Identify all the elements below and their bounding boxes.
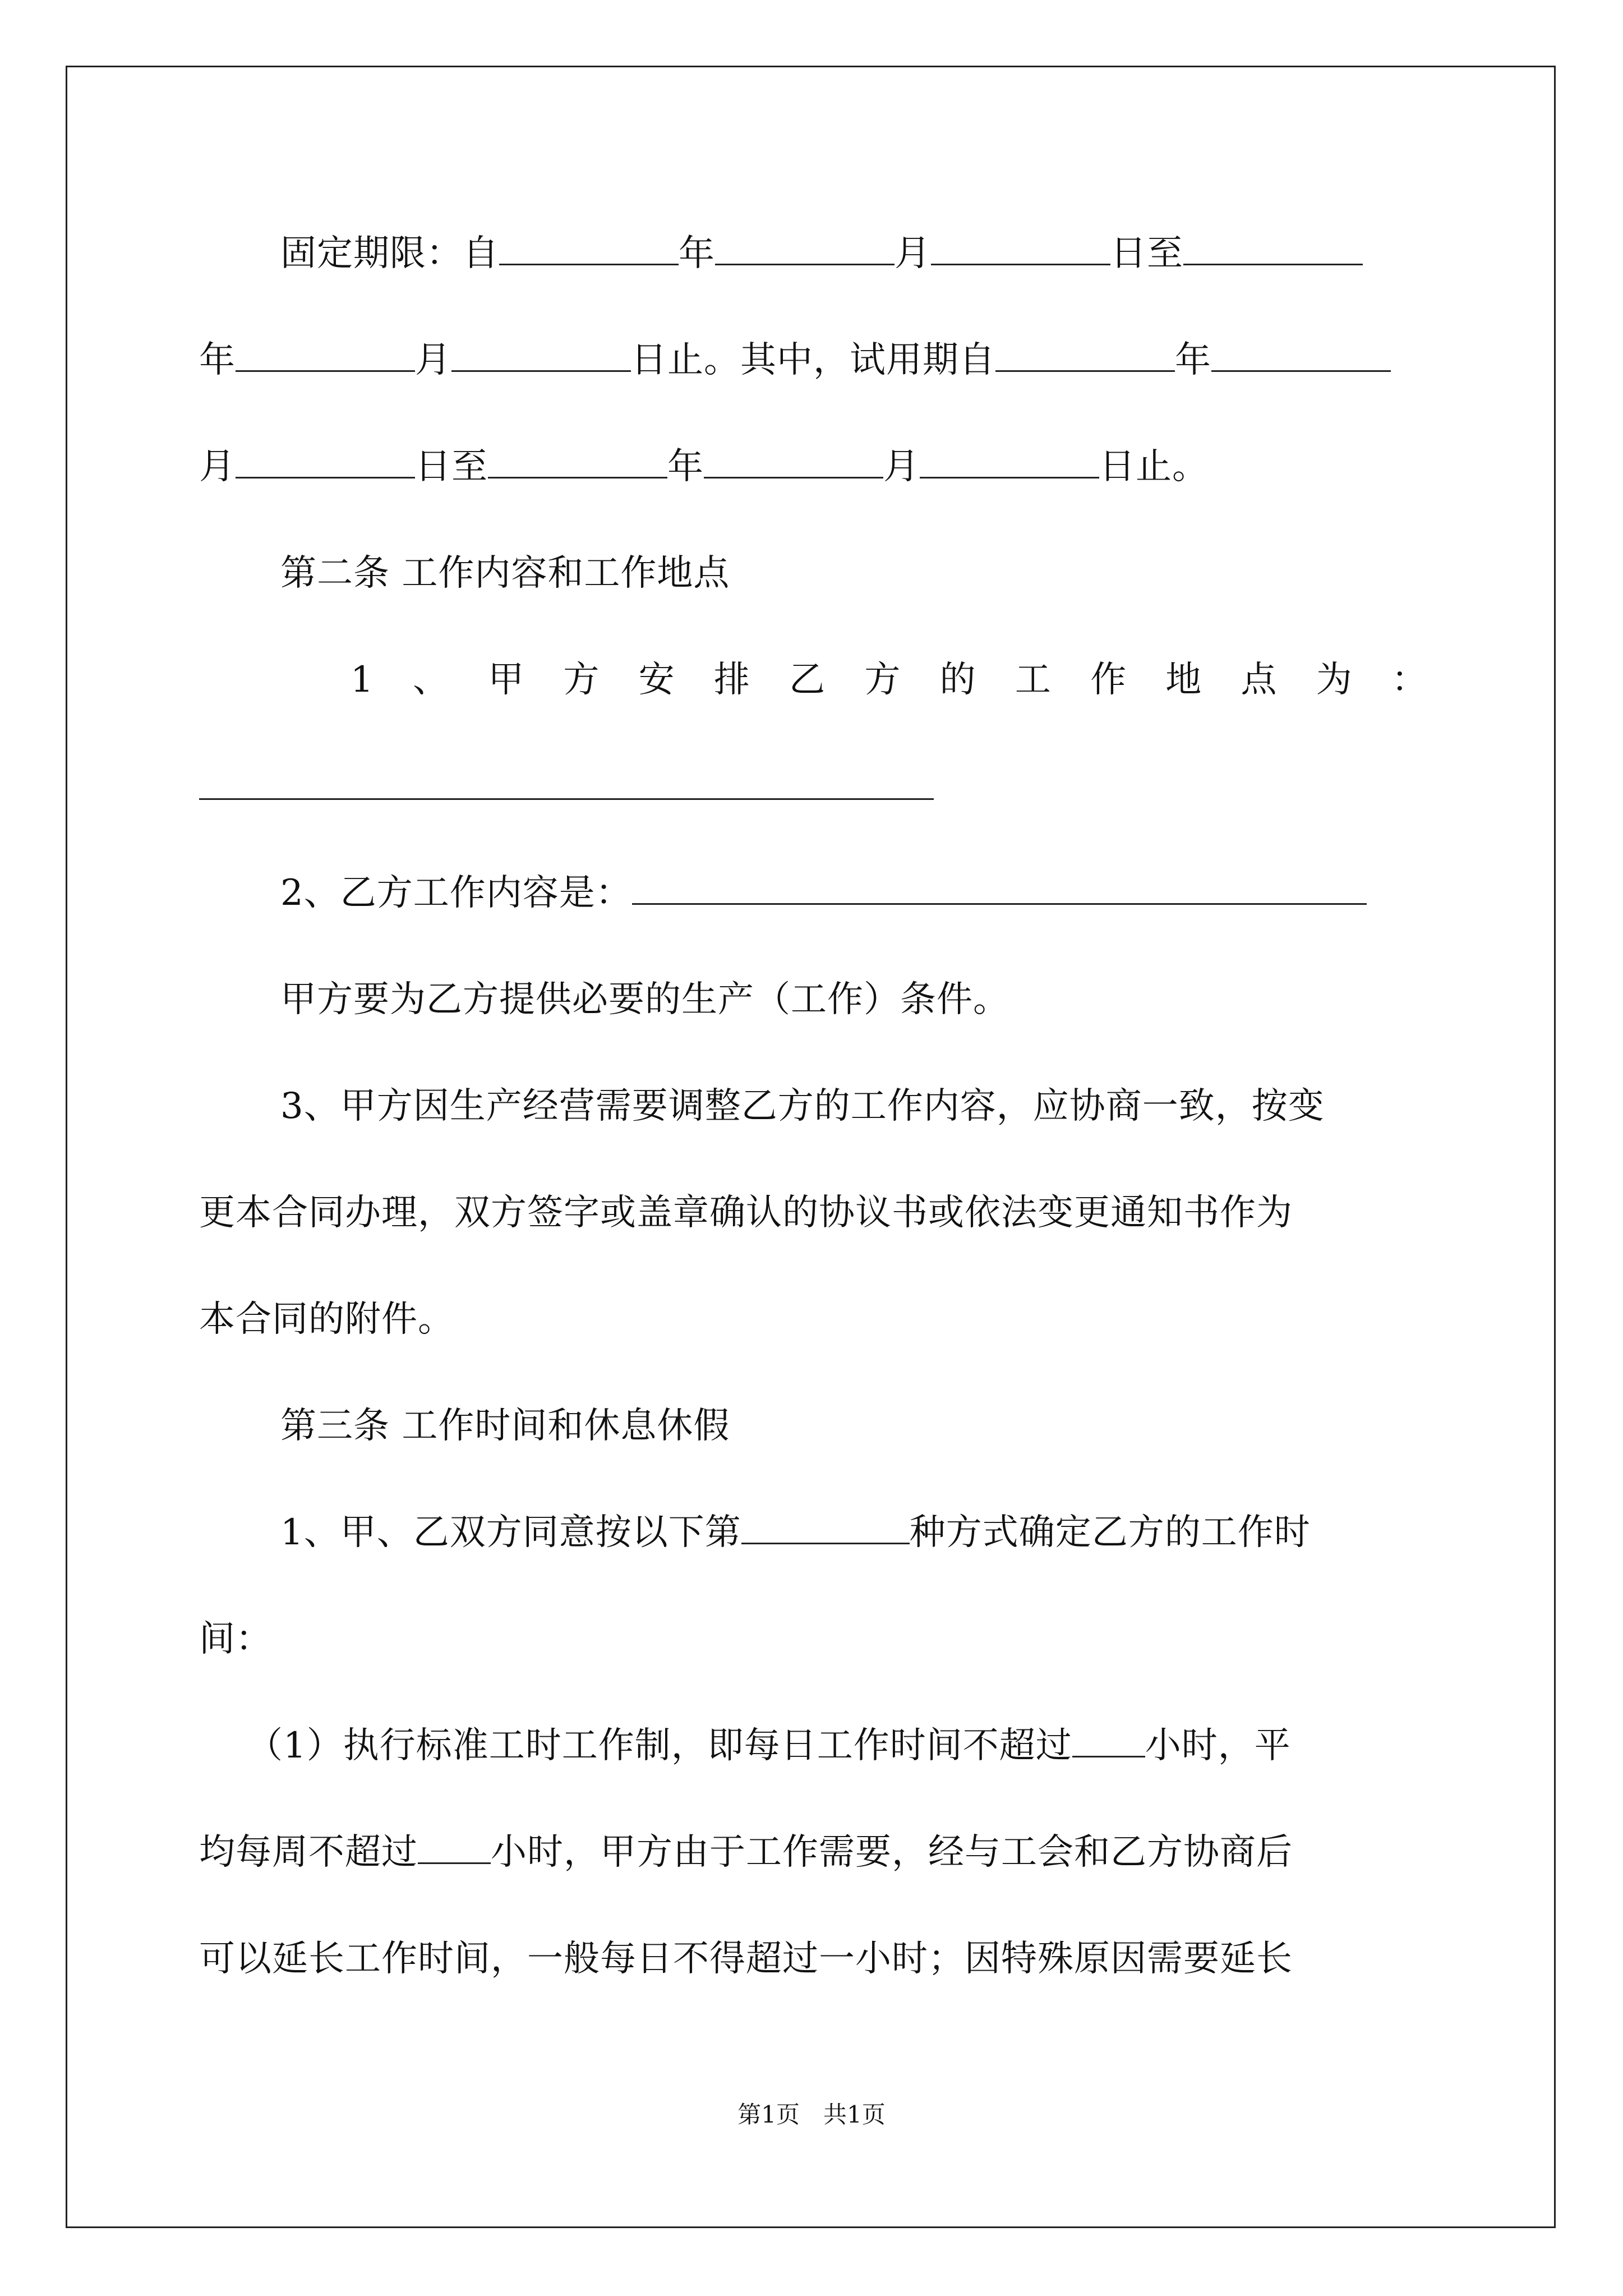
text-weekly-limit: 均每周不超过 <box>199 1832 418 1873</box>
text-method-suffix: 种方式确定乙方的工作时 <box>909 1512 1311 1553</box>
article-3-item-1-line-1 <box>280 1499 1427 1566</box>
blank-field <box>715 229 895 265</box>
work-location-blank <box>199 798 934 800</box>
blank-field <box>1211 335 1391 372</box>
article-2-title: 第二条 工作内容和工作地点 <box>280 553 730 594</box>
term-line-1 <box>280 220 1427 287</box>
text-year: 年 <box>667 446 704 487</box>
text-fixed-term: 固定期限：自 <box>280 233 499 274</box>
term-line-2 <box>199 326 1427 394</box>
blank-field <box>741 1508 910 1544</box>
char: 排 <box>713 659 750 701</box>
blank-field <box>920 442 1099 478</box>
text-day-to: 日至 <box>415 446 488 487</box>
article-2-note: 甲方要为乙方提供必要的生产（工作）条件。 <box>280 979 1009 1020</box>
text-hours-suffix: 小时，平 <box>1145 1725 1291 1766</box>
char: ： <box>1391 659 1427 701</box>
job-content-blank <box>632 868 1367 905</box>
standard-hours-line-2 <box>199 1819 1427 1886</box>
char: 安 <box>638 659 675 701</box>
blank-field <box>995 335 1175 372</box>
char: 方 <box>563 659 600 701</box>
char: 地 <box>1165 659 1202 701</box>
char: 工 <box>1015 659 1051 701</box>
char: 、 <box>412 659 449 701</box>
text-day-end: 日止。 <box>1099 446 1209 487</box>
char: 1 <box>351 659 374 701</box>
text-year: 年 <box>1175 339 1211 381</box>
blank-field <box>704 442 883 478</box>
char: 点 <box>1241 659 1277 701</box>
article-2-item-3-line-1: 3、甲方因生产经营需要调整乙方的工作内容，应协商一致，按变 <box>280 1085 1325 1127</box>
text-month: 月 <box>415 339 451 381</box>
article-3-title: 第三条 工作时间和休息休假 <box>280 1405 730 1447</box>
char: 作 <box>1090 659 1127 701</box>
blank-field <box>1072 1721 1145 1757</box>
blank-field <box>499 229 679 265</box>
char: 乙 <box>789 659 826 701</box>
blank-field <box>451 335 631 372</box>
text-month: 月 <box>199 446 236 487</box>
article-2-item-3-line-3: 本合同的附件。 <box>199 1299 454 1340</box>
blank-field <box>418 1828 491 1864</box>
text-job-content: 2、乙方工作内容是： <box>280 872 632 914</box>
article-3-item-1-line-2: 间： <box>199 1618 272 1660</box>
char: 为 <box>1316 659 1352 701</box>
char: 甲 <box>488 659 524 701</box>
text-method-prefix: 1、甲、乙双方同意按以下第 <box>280 1512 741 1553</box>
blank-field <box>236 335 415 372</box>
text-standard-hours: （1）执行标准工时工作制，即每日工作时间不超过 <box>247 1725 1072 1766</box>
text-probation: 日止。其中，试用期自 <box>631 339 995 381</box>
article-2-item-3-line-2: 更本合同办理，双方签字或盖章确认的协议书或依法变更通知书作为 <box>199 1192 1293 1234</box>
text-month: 月 <box>895 233 931 274</box>
text-overtime: 小时，甲方由于工作需要，经与工会和乙方协商后 <box>491 1832 1293 1873</box>
page-footer: 第1页 共1页 <box>737 2101 886 2128</box>
blank-field <box>1183 229 1363 265</box>
text-day-to: 日至 <box>1110 233 1183 274</box>
term-line-3 <box>199 433 1427 500</box>
text-year: 年 <box>199 339 236 381</box>
standard-hours-line-3: 可以延长工作时间，一般每日不得超过一小时；因特殊原因需要延长 <box>199 1938 1293 1980</box>
blank-field <box>488 442 667 478</box>
blank-field <box>931 229 1110 265</box>
text-year: 年 <box>679 233 715 274</box>
blank-field <box>236 442 415 478</box>
char: 方 <box>864 659 901 701</box>
article-2-item-2 <box>280 859 1427 927</box>
text-month: 月 <box>883 446 920 487</box>
article-2-item-1 <box>199 646 1427 714</box>
standard-hours-line-1 <box>247 1712 1427 1779</box>
char: 的 <box>939 659 976 701</box>
